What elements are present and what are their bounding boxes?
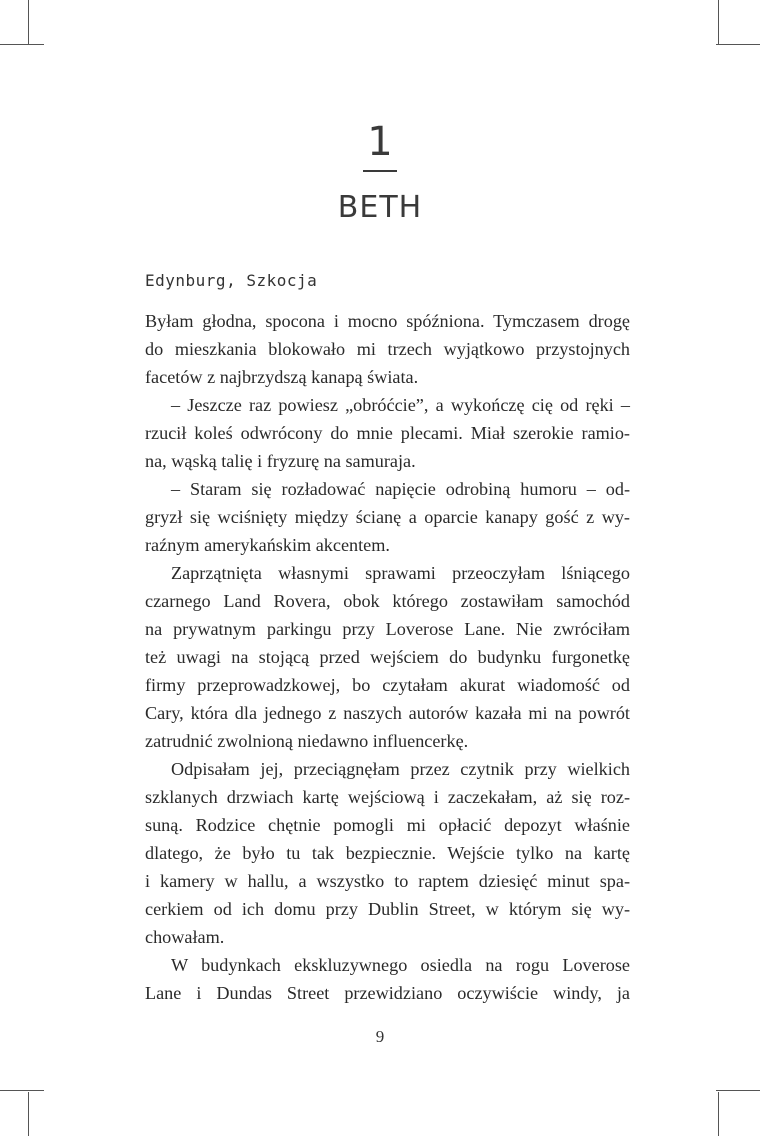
crop-mark (718, 0, 719, 44)
text-line: Odpisałam jej, przeciągnęłam przez czytnik przy wielkich (171, 759, 630, 779)
text-line: W budynkach ekskluzywnego osiedla na rogu Loverose (171, 955, 630, 975)
text-line: cerkiem od ich domu przy Dublin Street, w którym się wy- (145, 899, 630, 919)
crop-mark (0, 1090, 44, 1091)
text-line: czarnego Land Rovera, obok którego zostawiłam samochód (145, 591, 630, 611)
text-line: rzucił koleś odwrócony do mnie plecami. Miał szerokie ramio- (145, 423, 630, 443)
text-line: – Staram się rozładować napięcie odrobiną humoru – od- (171, 479, 630, 499)
crop-mark (0, 44, 44, 45)
text-line: do mieszkania blokowało mi trzech wyjątkowo przystojnych (145, 339, 630, 359)
text-line: Byłam głodna, spocona i mocno spóźniona. Tymczasem drogę (145, 311, 630, 331)
text-line: Lane i Dundas Street przewidziano oczywiście windy, ja (145, 983, 630, 1003)
text-line: Cary, która dla jednego z naszych autorów kazała mi na powrót (145, 703, 630, 723)
crop-mark (28, 0, 29, 44)
text-line: na prywatnym parkingu przy Loverose Lane. Nie zwróciłam (145, 619, 630, 639)
location-heading: Edynburg, Szkocja (145, 271, 318, 290)
chapter-number-text: 1 (363, 118, 396, 172)
text-line: szklanych drzwiach kartę wejściową i zaczekałam, aż się roz- (145, 787, 630, 807)
text-line: – Jeszcze raz powiesz „obróćcie”, a wykończę cię od ręki – (171, 395, 630, 415)
text-line: chowałam. (145, 927, 225, 947)
text-line: firmy przeprowadzkowej, bo czytałam akurat wiadomość od (145, 675, 630, 695)
body-text (145, 307, 630, 1007)
chapter-title: BETH (337, 190, 423, 225)
page-number: 9 (375, 1027, 385, 1046)
text-line: i kamery w hallu, a wszystko to raptem dziesięć minut spa- (145, 871, 630, 891)
text-line: facetów z najbrzydszą kanapą świata. (145, 367, 419, 387)
text-line: zatrudnić zwolnioną niedawno influencerkę. (145, 731, 469, 751)
crop-mark (718, 1092, 719, 1136)
text-line: też uwagi na stojącą przed wejściem do budynku furgonetkę (145, 647, 630, 667)
chapter-number (0, 118, 760, 172)
crop-mark (716, 44, 760, 45)
crop-mark (28, 1092, 29, 1136)
crop-mark (716, 1090, 760, 1091)
text-line: Zaprzątnięta własnymi sprawami przeoczyłam lśniącego (171, 563, 630, 583)
text-line: na, wąską talię i fryzurę na samuraja. (145, 451, 416, 471)
text-line: suną. Rodzice chętnie pomogli mi opłacić depozyt właśnie (145, 815, 630, 835)
text-line: raźnym amerykańskim akcentem. (145, 535, 390, 555)
text-line: gryzł się wciśnięty między ścianę a oparcie kanapy gość z wy- (145, 507, 630, 527)
text-line: dlatego, że było tu tak bezpiecznie. Wejście tylko na kartę (145, 843, 630, 863)
